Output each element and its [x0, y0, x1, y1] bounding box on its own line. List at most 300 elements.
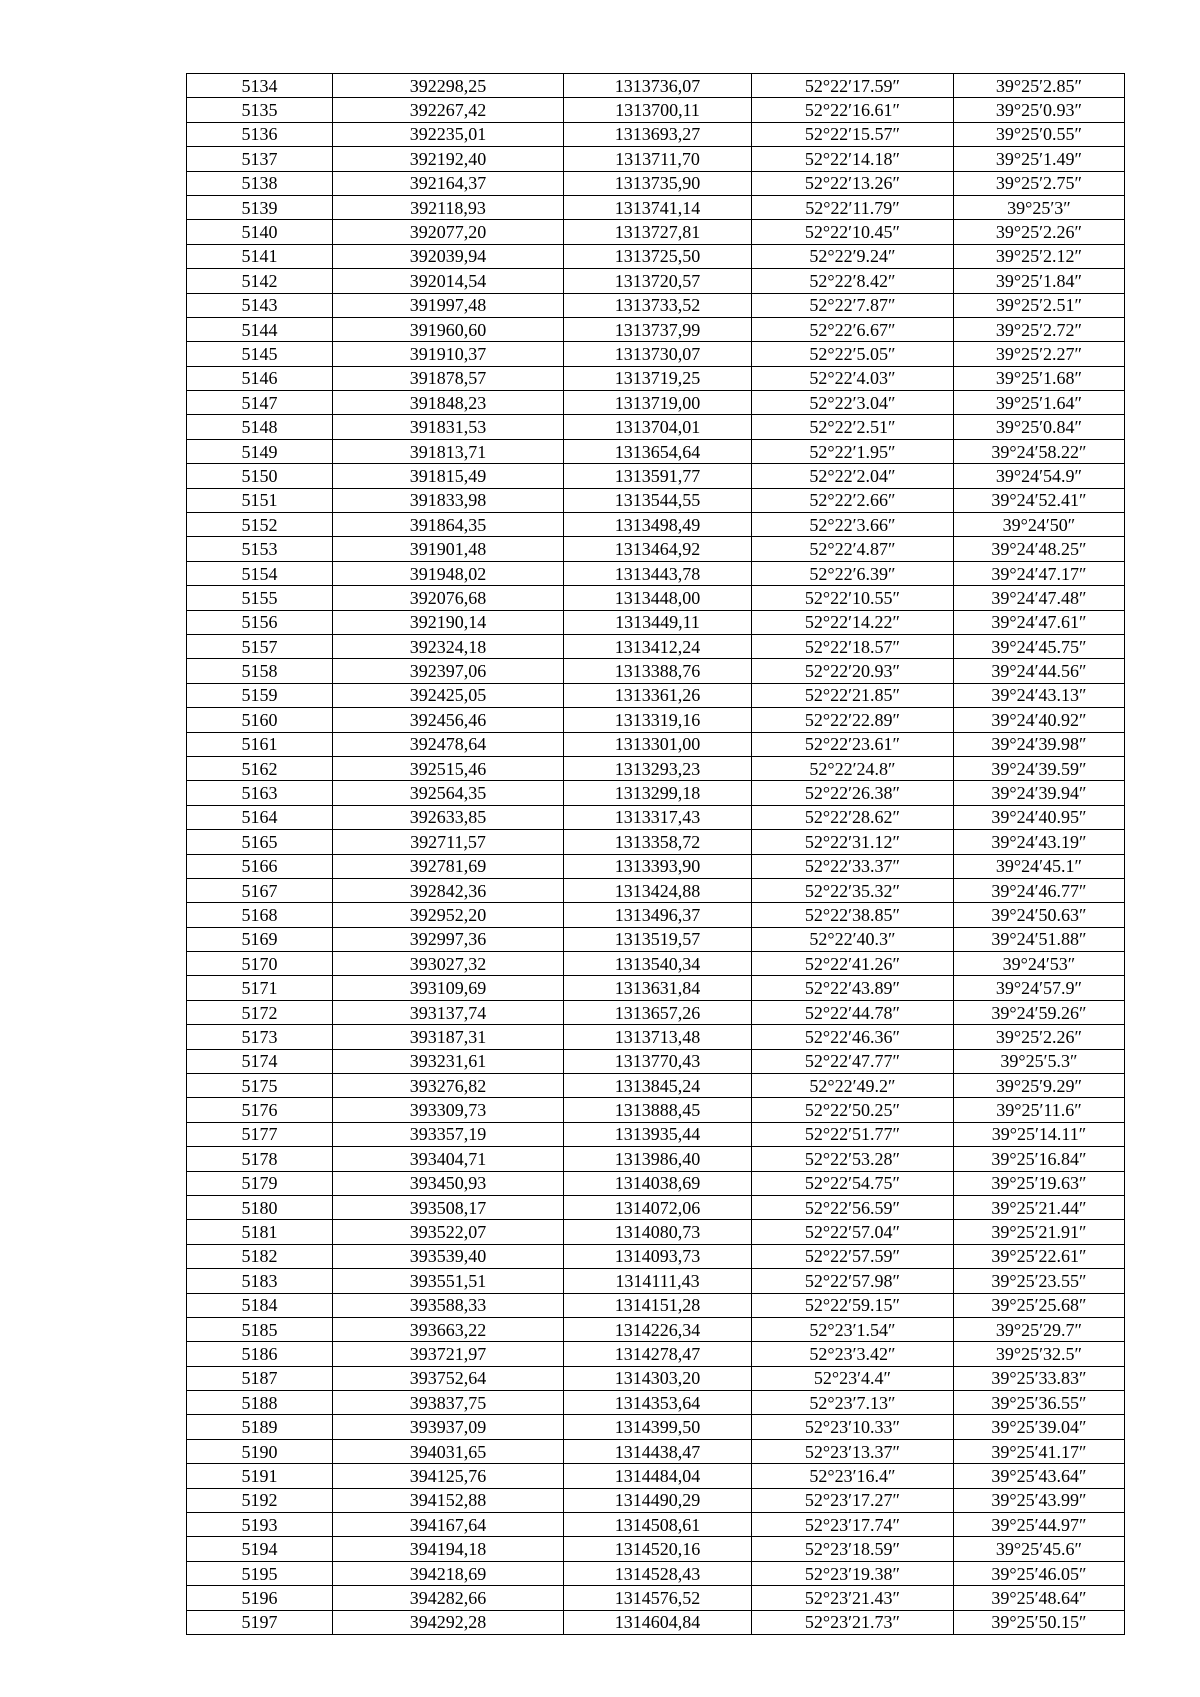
latitude-cell: 52°22′56.59″: [752, 1195, 954, 1219]
coordinates-table: [186, 73, 1125, 1635]
x-coordinate-cell: 392298,25: [333, 74, 564, 98]
table-row: [187, 269, 1125, 293]
table-row: [187, 805, 1125, 829]
y-coordinate-cell: 1314576,52: [564, 1586, 752, 1610]
x-coordinate-cell: 392711,57: [333, 830, 564, 854]
point-number-cell: 5172: [187, 1000, 333, 1024]
point-number-cell: 5178: [187, 1147, 333, 1171]
point-number-cell: 5189: [187, 1415, 333, 1439]
latitude-cell: 52°22′26.38″: [752, 781, 954, 805]
x-coordinate-cell: 392842,36: [333, 878, 564, 902]
latitude-cell: 52°23′21.43″: [752, 1586, 954, 1610]
x-coordinate-cell: 394152,88: [333, 1488, 564, 1512]
x-coordinate-cell: 393837,75: [333, 1391, 564, 1415]
longitude-cell: 39°25′32.5″: [954, 1342, 1125, 1366]
x-coordinate-cell: 393663,22: [333, 1317, 564, 1341]
table-row: [187, 634, 1125, 658]
x-coordinate-cell: 394218,69: [333, 1561, 564, 1585]
longitude-cell: 39°25′43.99″: [954, 1488, 1125, 1512]
point-number-cell: 5159: [187, 683, 333, 707]
longitude-cell: 39°25′0.55″: [954, 122, 1125, 146]
table-row: [187, 1342, 1125, 1366]
y-coordinate-cell: 1313704,01: [564, 415, 752, 439]
y-coordinate-cell: 1313654,64: [564, 439, 752, 463]
y-coordinate-cell: 1314508,61: [564, 1513, 752, 1537]
y-coordinate-cell: 1313719,25: [564, 366, 752, 390]
point-number-cell: 5177: [187, 1122, 333, 1146]
latitude-cell: 52°22′53.28″: [752, 1147, 954, 1171]
table-row: [187, 195, 1125, 219]
point-number-cell: 5167: [187, 878, 333, 902]
longitude-cell: 39°25′2.51″: [954, 293, 1125, 317]
point-number-cell: 5139: [187, 195, 333, 219]
longitude-cell: 39°24′50.63″: [954, 903, 1125, 927]
point-number-cell: 5194: [187, 1537, 333, 1561]
longitude-cell: 39°25′45.6″: [954, 1537, 1125, 1561]
y-coordinate-cell: 1313448,00: [564, 586, 752, 610]
latitude-cell: 52°23′21.73″: [752, 1610, 954, 1634]
latitude-cell: 52°22′54.75″: [752, 1171, 954, 1195]
table-row: [187, 561, 1125, 585]
x-coordinate-cell: 393721,97: [333, 1342, 564, 1366]
longitude-cell: 39°25′44.97″: [954, 1513, 1125, 1537]
y-coordinate-cell: 1314353,64: [564, 1391, 752, 1415]
x-coordinate-cell: 391813,71: [333, 439, 564, 463]
x-coordinate-cell: 392164,37: [333, 171, 564, 195]
point-number-cell: 5192: [187, 1488, 333, 1512]
x-coordinate-cell: 391815,49: [333, 464, 564, 488]
latitude-cell: 52°22′40.3″: [752, 927, 954, 951]
table-row: [187, 1513, 1125, 1537]
point-number-cell: 5188: [187, 1391, 333, 1415]
table-row: [187, 1000, 1125, 1024]
x-coordinate-cell: 392190,14: [333, 610, 564, 634]
table-row: [187, 1074, 1125, 1098]
longitude-cell: 39°24′58.22″: [954, 439, 1125, 463]
longitude-cell: 39°25′36.55″: [954, 1391, 1125, 1415]
point-number-cell: 5162: [187, 756, 333, 780]
point-number-cell: 5165: [187, 830, 333, 854]
x-coordinate-cell: 393450,93: [333, 1171, 564, 1195]
x-coordinate-cell: 391831,53: [333, 415, 564, 439]
table-row: [187, 366, 1125, 390]
latitude-cell: 52°22′8.42″: [752, 269, 954, 293]
table-row: [187, 781, 1125, 805]
y-coordinate-cell: 1314072,06: [564, 1195, 752, 1219]
x-coordinate-cell: 392235,01: [333, 122, 564, 146]
table-row: [187, 683, 1125, 707]
x-coordinate-cell: 391864,35: [333, 513, 564, 537]
y-coordinate-cell: 1313986,40: [564, 1147, 752, 1171]
table-row: [187, 1244, 1125, 1268]
point-number-cell: 5171: [187, 976, 333, 1000]
longitude-cell: 39°25′2.72″: [954, 317, 1125, 341]
x-coordinate-cell: 391833,98: [333, 488, 564, 512]
table-row: [187, 464, 1125, 488]
y-coordinate-cell: 1313935,44: [564, 1122, 752, 1146]
table-row: [187, 147, 1125, 171]
y-coordinate-cell: 1314484,04: [564, 1464, 752, 1488]
x-coordinate-cell: 394282,66: [333, 1586, 564, 1610]
latitude-cell: 52°22′49.2″: [752, 1074, 954, 1098]
y-coordinate-cell: 1313770,43: [564, 1049, 752, 1073]
y-coordinate-cell: 1314438,47: [564, 1439, 752, 1463]
table-row: [187, 1366, 1125, 1390]
y-coordinate-cell: 1313735,90: [564, 171, 752, 195]
point-number-cell: 5151: [187, 488, 333, 512]
table-row: [187, 1049, 1125, 1073]
x-coordinate-cell: 393231,61: [333, 1049, 564, 1073]
y-coordinate-cell: 1313657,26: [564, 1000, 752, 1024]
point-number-cell: 5134: [187, 74, 333, 98]
y-coordinate-cell: 1314151,28: [564, 1293, 752, 1317]
y-coordinate-cell: 1313591,77: [564, 464, 752, 488]
longitude-cell: 39°25′22.61″: [954, 1244, 1125, 1268]
longitude-cell: 39°25′9.29″: [954, 1074, 1125, 1098]
table-row: [187, 1269, 1125, 1293]
x-coordinate-cell: 392076,68: [333, 586, 564, 610]
x-coordinate-cell: 392397,06: [333, 659, 564, 683]
y-coordinate-cell: 1313464,92: [564, 537, 752, 561]
longitude-cell: 39°25′0.93″: [954, 98, 1125, 122]
longitude-cell: 39°25′25.68″: [954, 1293, 1125, 1317]
longitude-cell: 39°25′2.26″: [954, 220, 1125, 244]
latitude-cell: 52°22′41.26″: [752, 952, 954, 976]
latitude-cell: 52°22′9.24″: [752, 244, 954, 268]
y-coordinate-cell: 1313393,90: [564, 854, 752, 878]
latitude-cell: 52°22′5.05″: [752, 342, 954, 366]
x-coordinate-cell: 393187,31: [333, 1025, 564, 1049]
x-coordinate-cell: 393276,82: [333, 1074, 564, 1098]
point-number-cell: 5141: [187, 244, 333, 268]
longitude-cell: 39°25′50.15″: [954, 1610, 1125, 1634]
latitude-cell: 52°22′4.03″: [752, 366, 954, 390]
y-coordinate-cell: 1313737,99: [564, 317, 752, 341]
longitude-cell: 39°25′3″: [954, 195, 1125, 219]
x-coordinate-cell: 392456,46: [333, 708, 564, 732]
x-coordinate-cell: 391878,57: [333, 366, 564, 390]
longitude-cell: 39°25′39.04″: [954, 1415, 1125, 1439]
x-coordinate-cell: 391848,23: [333, 391, 564, 415]
table-row: [187, 122, 1125, 146]
latitude-cell: 52°22′35.32″: [752, 878, 954, 902]
table-row: [187, 317, 1125, 341]
latitude-cell: 52°22′2.04″: [752, 464, 954, 488]
x-coordinate-cell: 393027,32: [333, 952, 564, 976]
longitude-cell: 39°24′44.56″: [954, 659, 1125, 683]
y-coordinate-cell: 1314038,69: [564, 1171, 752, 1195]
longitude-cell: 39°24′39.98″: [954, 732, 1125, 756]
latitude-cell: 52°22′24.8″: [752, 756, 954, 780]
y-coordinate-cell: 1313711,70: [564, 147, 752, 171]
point-number-cell: 5147: [187, 391, 333, 415]
point-number-cell: 5156: [187, 610, 333, 634]
point-number-cell: 5182: [187, 1244, 333, 1268]
latitude-cell: 52°22′57.98″: [752, 1269, 954, 1293]
y-coordinate-cell: 1313888,45: [564, 1098, 752, 1122]
latitude-cell: 52°22′14.18″: [752, 147, 954, 171]
latitude-cell: 52°22′57.04″: [752, 1220, 954, 1244]
point-number-cell: 5173: [187, 1025, 333, 1049]
table-row: [187, 1561, 1125, 1585]
point-number-cell: 5168: [187, 903, 333, 927]
table-row: [187, 1391, 1125, 1415]
latitude-cell: 52°23′3.42″: [752, 1342, 954, 1366]
y-coordinate-cell: 1314604,84: [564, 1610, 752, 1634]
y-coordinate-cell: 1313361,26: [564, 683, 752, 707]
table-row: [187, 1293, 1125, 1317]
table-row: [187, 1147, 1125, 1171]
latitude-cell: 52°22′23.61″: [752, 732, 954, 756]
point-number-cell: 5180: [187, 1195, 333, 1219]
latitude-cell: 52°22′17.59″: [752, 74, 954, 98]
latitude-cell: 52°22′4.87″: [752, 537, 954, 561]
latitude-cell: 52°22′50.25″: [752, 1098, 954, 1122]
longitude-cell: 39°25′11.6″: [954, 1098, 1125, 1122]
y-coordinate-cell: 1313741,14: [564, 195, 752, 219]
table-row: [187, 293, 1125, 317]
latitude-cell: 52°22′16.61″: [752, 98, 954, 122]
latitude-cell: 52°22′31.12″: [752, 830, 954, 854]
point-number-cell: 5195: [187, 1561, 333, 1585]
longitude-cell: 39°25′14.11″: [954, 1122, 1125, 1146]
x-coordinate-cell: 393551,51: [333, 1269, 564, 1293]
y-coordinate-cell: 1313736,07: [564, 74, 752, 98]
point-number-cell: 5158: [187, 659, 333, 683]
latitude-cell: 52°22′10.55″: [752, 586, 954, 610]
point-number-cell: 5148: [187, 415, 333, 439]
table-row: [187, 537, 1125, 561]
y-coordinate-cell: 1313733,52: [564, 293, 752, 317]
longitude-cell: 39°25′1.68″: [954, 366, 1125, 390]
table-row: [187, 1488, 1125, 1512]
point-number-cell: 5185: [187, 1317, 333, 1341]
x-coordinate-cell: 392192,40: [333, 147, 564, 171]
latitude-cell: 52°22′7.87″: [752, 293, 954, 317]
x-coordinate-cell: 393137,74: [333, 1000, 564, 1024]
latitude-cell: 52°22′28.62″: [752, 805, 954, 829]
x-coordinate-cell: 392478,64: [333, 732, 564, 756]
y-coordinate-cell: 1314278,47: [564, 1342, 752, 1366]
x-coordinate-cell: 393752,64: [333, 1366, 564, 1390]
x-coordinate-cell: 392118,93: [333, 195, 564, 219]
table-row: [187, 756, 1125, 780]
y-coordinate-cell: 1314093,73: [564, 1244, 752, 1268]
longitude-cell: 39°25′1.84″: [954, 269, 1125, 293]
y-coordinate-cell: 1313496,37: [564, 903, 752, 927]
longitude-cell: 39°24′43.13″: [954, 683, 1125, 707]
longitude-cell: 39°24′40.92″: [954, 708, 1125, 732]
table-row: [187, 659, 1125, 683]
point-number-cell: 5161: [187, 732, 333, 756]
table-row: [187, 586, 1125, 610]
point-number-cell: 5190: [187, 1439, 333, 1463]
point-number-cell: 5169: [187, 927, 333, 951]
y-coordinate-cell: 1313317,43: [564, 805, 752, 829]
point-number-cell: 5137: [187, 147, 333, 171]
x-coordinate-cell: 392515,46: [333, 756, 564, 780]
y-coordinate-cell: 1313845,24: [564, 1074, 752, 1098]
longitude-cell: 39°24′47.17″: [954, 561, 1125, 585]
latitude-cell: 52°23′19.38″: [752, 1561, 954, 1585]
table-row: [187, 391, 1125, 415]
table-row: [187, 98, 1125, 122]
longitude-cell: 39°24′45.1″: [954, 854, 1125, 878]
longitude-cell: 39°24′40.95″: [954, 805, 1125, 829]
longitude-cell: 39°24′39.59″: [954, 756, 1125, 780]
point-number-cell: 5153: [187, 537, 333, 561]
y-coordinate-cell: 1314226,34: [564, 1317, 752, 1341]
x-coordinate-cell: 391960,60: [333, 317, 564, 341]
x-coordinate-cell: 394292,28: [333, 1610, 564, 1634]
longitude-cell: 39°25′0.84″: [954, 415, 1125, 439]
point-number-cell: 5143: [187, 293, 333, 317]
table-row: [187, 708, 1125, 732]
latitude-cell: 52°23′4.4″: [752, 1366, 954, 1390]
point-number-cell: 5179: [187, 1171, 333, 1195]
latitude-cell: 52°23′13.37″: [752, 1439, 954, 1463]
x-coordinate-cell: 393109,69: [333, 976, 564, 1000]
latitude-cell: 52°22′21.85″: [752, 683, 954, 707]
point-number-cell: 5181: [187, 1220, 333, 1244]
table-row: [187, 244, 1125, 268]
x-coordinate-cell: 391997,48: [333, 293, 564, 317]
longitude-cell: 39°25′1.49″: [954, 147, 1125, 171]
point-number-cell: 5145: [187, 342, 333, 366]
table-row: [187, 927, 1125, 951]
x-coordinate-cell: 393357,19: [333, 1122, 564, 1146]
point-number-cell: 5170: [187, 952, 333, 976]
point-number-cell: 5144: [187, 317, 333, 341]
latitude-cell: 52°22′14.22″: [752, 610, 954, 634]
x-coordinate-cell: 392324,18: [333, 634, 564, 658]
table-row: [187, 732, 1125, 756]
x-coordinate-cell: 392997,36: [333, 927, 564, 951]
y-coordinate-cell: 1313449,11: [564, 610, 752, 634]
point-number-cell: 5142: [187, 269, 333, 293]
point-number-cell: 5191: [187, 1464, 333, 1488]
latitude-cell: 52°22′51.77″: [752, 1122, 954, 1146]
longitude-cell: 39°24′50″: [954, 513, 1125, 537]
latitude-cell: 52°23′18.59″: [752, 1537, 954, 1561]
table-row: [187, 342, 1125, 366]
longitude-cell: 39°24′46.77″: [954, 878, 1125, 902]
x-coordinate-cell: 393539,40: [333, 1244, 564, 1268]
latitude-cell: 52°22′57.59″: [752, 1244, 954, 1268]
y-coordinate-cell: 1313301,00: [564, 732, 752, 756]
latitude-cell: 52°22′43.89″: [752, 976, 954, 1000]
y-coordinate-cell: 1313519,57: [564, 927, 752, 951]
y-coordinate-cell: 1313693,27: [564, 122, 752, 146]
point-number-cell: 5135: [187, 98, 333, 122]
latitude-cell: 52°22′47.77″: [752, 1049, 954, 1073]
x-coordinate-cell: 393404,71: [333, 1147, 564, 1171]
point-number-cell: 5176: [187, 1098, 333, 1122]
point-number-cell: 5136: [187, 122, 333, 146]
point-number-cell: 5149: [187, 439, 333, 463]
point-number-cell: 5163: [187, 781, 333, 805]
x-coordinate-cell: 393588,33: [333, 1293, 564, 1317]
latitude-cell: 52°22′6.67″: [752, 317, 954, 341]
latitude-cell: 52°22′3.66″: [752, 513, 954, 537]
table-row: [187, 903, 1125, 927]
table-row: [187, 1610, 1125, 1634]
point-number-cell: 5146: [187, 366, 333, 390]
latitude-cell: 52°22′1.95″: [752, 439, 954, 463]
latitude-cell: 52°22′22.89″: [752, 708, 954, 732]
latitude-cell: 52°22′38.85″: [752, 903, 954, 927]
y-coordinate-cell: 1313544,55: [564, 488, 752, 512]
y-coordinate-cell: 1314528,43: [564, 1561, 752, 1585]
longitude-cell: 39°25′41.17″: [954, 1439, 1125, 1463]
latitude-cell: 52°22′46.36″: [752, 1025, 954, 1049]
latitude-cell: 52°22′2.66″: [752, 488, 954, 512]
latitude-cell: 52°22′20.93″: [752, 659, 954, 683]
longitude-cell: 39°25′46.05″: [954, 1561, 1125, 1585]
x-coordinate-cell: 394031,65: [333, 1439, 564, 1463]
latitude-cell: 52°22′59.15″: [752, 1293, 954, 1317]
latitude-cell: 52°23′7.13″: [752, 1391, 954, 1415]
longitude-cell: 39°25′2.27″: [954, 342, 1125, 366]
table-row: [187, 415, 1125, 439]
longitude-cell: 39°25′2.75″: [954, 171, 1125, 195]
point-number-cell: 5154: [187, 561, 333, 585]
y-coordinate-cell: 1313424,88: [564, 878, 752, 902]
y-coordinate-cell: 1314490,29: [564, 1488, 752, 1512]
y-coordinate-cell: 1313720,57: [564, 269, 752, 293]
x-coordinate-cell: 392267,42: [333, 98, 564, 122]
coordinates-table-body: [187, 74, 1125, 1635]
y-coordinate-cell: 1313358,72: [564, 830, 752, 854]
y-coordinate-cell: 1313730,07: [564, 342, 752, 366]
longitude-cell: 39°25′43.64″: [954, 1464, 1125, 1488]
point-number-cell: 5164: [187, 805, 333, 829]
x-coordinate-cell: 391948,02: [333, 561, 564, 585]
table-row: [187, 513, 1125, 537]
x-coordinate-cell: 394194,18: [333, 1537, 564, 1561]
point-number-cell: 5138: [187, 171, 333, 195]
table-row: [187, 1464, 1125, 1488]
longitude-cell: 39°24′53″: [954, 952, 1125, 976]
point-number-cell: 5186: [187, 1342, 333, 1366]
y-coordinate-cell: 1314520,16: [564, 1537, 752, 1561]
y-coordinate-cell: 1313299,18: [564, 781, 752, 805]
y-coordinate-cell: 1313727,81: [564, 220, 752, 244]
latitude-cell: 52°23′1.54″: [752, 1317, 954, 1341]
longitude-cell: 39°24′54.9″: [954, 464, 1125, 488]
longitude-cell: 39°24′47.48″: [954, 586, 1125, 610]
longitude-cell: 39°24′45.75″: [954, 634, 1125, 658]
longitude-cell: 39°25′5.3″: [954, 1049, 1125, 1073]
table-row: [187, 854, 1125, 878]
table-row: [187, 1317, 1125, 1341]
y-coordinate-cell: 1313388,76: [564, 659, 752, 683]
x-coordinate-cell: 393522,07: [333, 1220, 564, 1244]
longitude-cell: 39°25′29.7″: [954, 1317, 1125, 1341]
y-coordinate-cell: 1313443,78: [564, 561, 752, 585]
point-number-cell: 5160: [187, 708, 333, 732]
y-coordinate-cell: 1313412,24: [564, 634, 752, 658]
longitude-cell: 39°24′48.25″: [954, 537, 1125, 561]
table-row: [187, 1171, 1125, 1195]
table-row: [187, 74, 1125, 98]
x-coordinate-cell: 393937,09: [333, 1415, 564, 1439]
table-row: [187, 1586, 1125, 1610]
y-coordinate-cell: 1313498,49: [564, 513, 752, 537]
longitude-cell: 39°25′1.64″: [954, 391, 1125, 415]
table-row: [187, 171, 1125, 195]
table-row: [187, 878, 1125, 902]
